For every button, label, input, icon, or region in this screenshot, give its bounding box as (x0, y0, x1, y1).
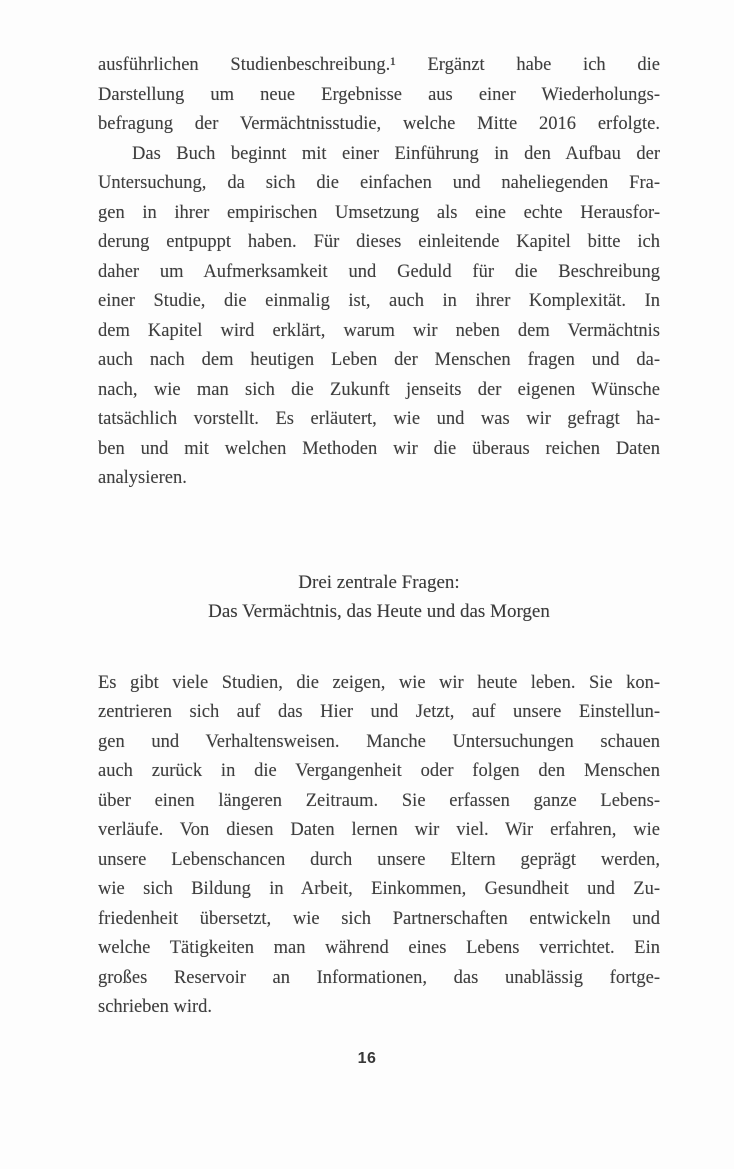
section-heading (98, 568, 660, 627)
text-line: verläufe. Von diesen Daten lernen wir viel. Wir erfahren, wie (98, 820, 660, 840)
text-line: Das Buch beginnt mit einer Einführung in den Aufbau der (132, 143, 660, 164)
text-line: ben und mit welchen Methoden wir die überaus reichen Daten (98, 438, 660, 459)
text-line: Untersuchung, da sich die einfachen und naheliegenden Fra- (98, 173, 660, 193)
text-line: wie sich Bildung in Arbeit, Einkommen, Gesundheit und Zu- (98, 879, 660, 899)
text-line: großes Reservoir an Informationen, das unablässig fortge- (98, 967, 660, 988)
paragraph-block (98, 51, 660, 494)
text-line: auch zurück in die Vergangenheit oder folgen den Menschen (98, 761, 660, 781)
text-line: unsere Lebenschancen durch unsere Eltern geprägt werden, (98, 849, 660, 870)
text-line: zentrieren sich auf das Hier und Jetzt, auf unsere Einstellun- (98, 702, 660, 722)
text-line: nach, wie man sich die Zukunft jenseits der eigenen Wünsche (98, 379, 660, 400)
text-line: Darstellung um neue Ergebnisse aus einer Wiederholungs- (98, 84, 660, 105)
heading-line: Drei zentrale Fragen: (298, 571, 460, 593)
text-line: dem Kapitel wird erklärt, warum wir neben dem Vermächtnis (98, 320, 660, 341)
text-line: einer Studie, die einmalig ist, auch in ihrer Komplexität. In (98, 291, 660, 311)
text-line: über einen längeren Zeitraum. Sie erfassen ganze Lebens- (98, 790, 660, 811)
text-line: friedenheit übersetzt, wie sich Partnerschaften entwickeln und (98, 908, 660, 929)
paragraph-block (98, 669, 660, 1023)
heading-line: Das Vermächtnis, das Heute und das Morgen (208, 601, 550, 622)
text-line: gen und Verhaltensweisen. Manche Untersuchungen schauen (98, 731, 660, 752)
text-column (98, 51, 660, 1023)
text-line: analysieren. (98, 468, 187, 488)
text-line: gen in ihrer empirischen Umsetzung als eine echte Herausfor- (98, 202, 660, 223)
page-number: 16 (357, 1050, 377, 1067)
text-line: tatsächlich vorstellt. Es erläutert, wie und was wir gefragt ha- (98, 409, 660, 429)
text-line: derung entpuppt haben. Für dieses einleitende Kapitel bitte ich (98, 232, 660, 252)
text-line: welche Tätigkeiten man während eines Lebens verrichtet. Ein (98, 938, 660, 958)
text-line: befragung der Vermächtnisstudie, welche Mitte 2016 erfolgte. (98, 114, 660, 134)
text-line: Es gibt viele Studien, die zeigen, wie wir heute leben. Sie kon- (98, 672, 660, 693)
text-line: schrieben wird. (98, 997, 213, 1017)
text-line: daher um Aufmerksamkeit und Geduld für die Beschreibung (98, 261, 660, 282)
text-line: auch nach dem heutigen Leben der Menschen fragen und da- (98, 350, 660, 370)
text-line: ausführlichen Studienbeschreibung.¹ Ergänzt habe ich die (98, 55, 660, 75)
